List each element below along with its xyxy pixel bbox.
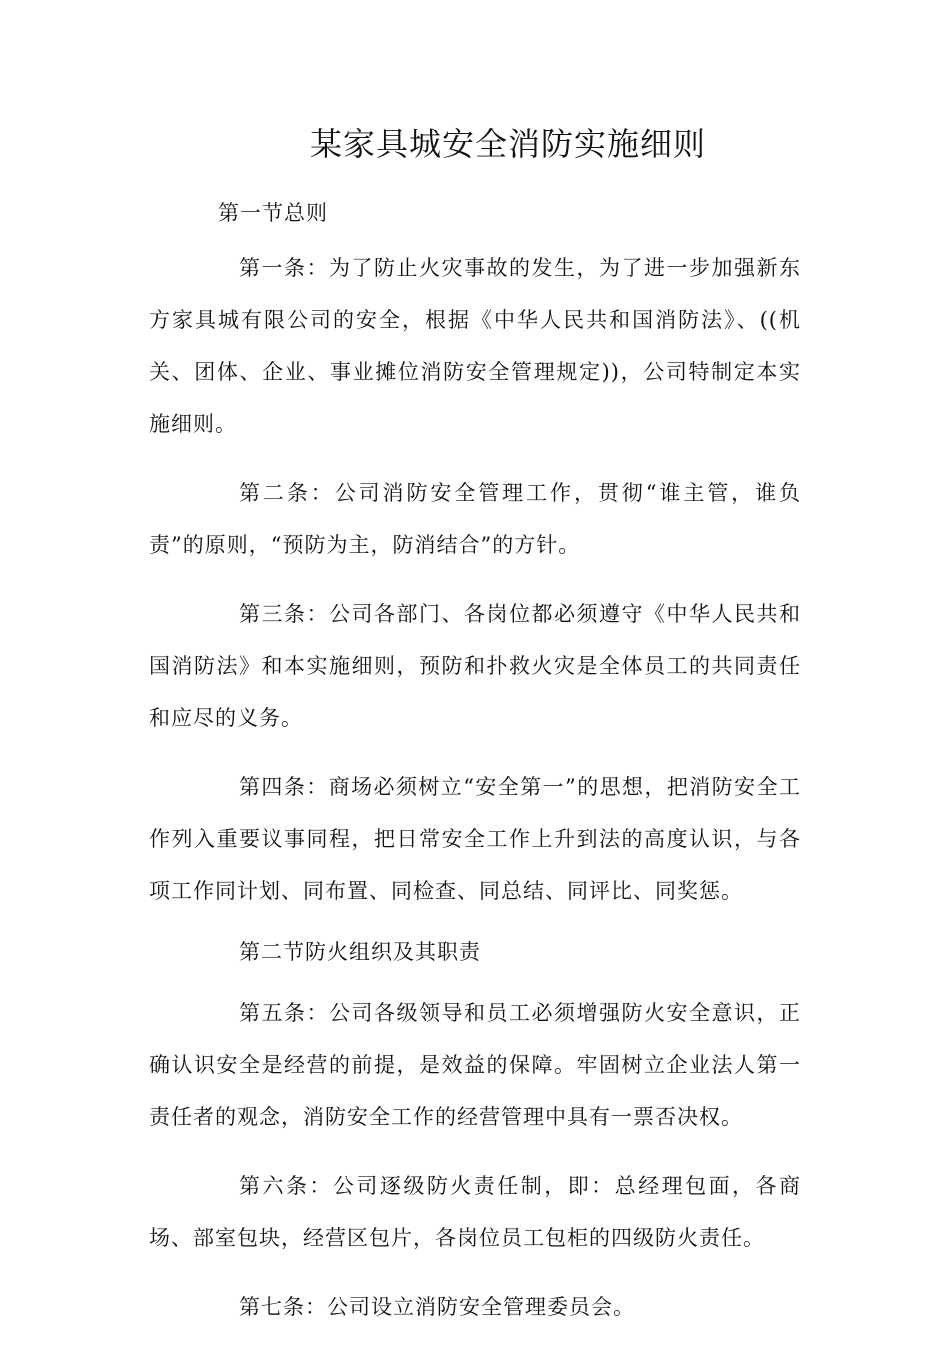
section-heading-fire-organization: 第二节防火组织及其职责 <box>239 940 481 964</box>
article-2: 第二条：公司消防安全管理工作，贯彻“谁主管，谁负责”的原则，“预防为主，防消结合”的方针。 <box>149 481 801 557</box>
section-heading-general: 第一节总则 <box>218 201 328 225</box>
article-6: 第六条：公司逐级防火责任制，即：总经理包面，各商场、部室包块，经营区包片，各岗位员工包柜的四级防火责任。 <box>149 1174 801 1250</box>
document-body <box>149 196 801 1350</box>
article-5: 第五条：公司各级领导和员工必须增强防火安全意识，正确认识安全是经营的前提，是效益的保障。牢固树立企业法人第一责任者的观念，消防安全工作的经营管理中具有一票否决权。 <box>149 1001 801 1129</box>
article-4: 第四条：商场必须树立“安全第一”的思想，把消防安全工作列入重要议事同程，把日常安全工作上升到法的高度认识，与各项工作同计划、同布置、同检查、同总结、同评比、同奖惩。 <box>149 775 801 903</box>
article-3: 第三条：公司各部门、各岗位都必须遵守《中华人民共和国消防法》和本实施细则，预防和扑救火灾是全体员工的共同责任和应尽的义务。 <box>149 602 801 730</box>
article-1: 第一条：为了防止火灾事故的发生，为了进一步加强新东方家具城有限公司的安全，根据《中华人民共和国消防法》、((机关、团体、企业、事业摊位消防安全管理规定))，公司特制定本实施细则。 <box>149 256 801 436</box>
article-7: 第七条：公司设立消防安全管理委员会。 <box>239 1295 635 1319</box>
document-title: 某家具城安全消防实施细则 <box>309 125 706 163</box>
